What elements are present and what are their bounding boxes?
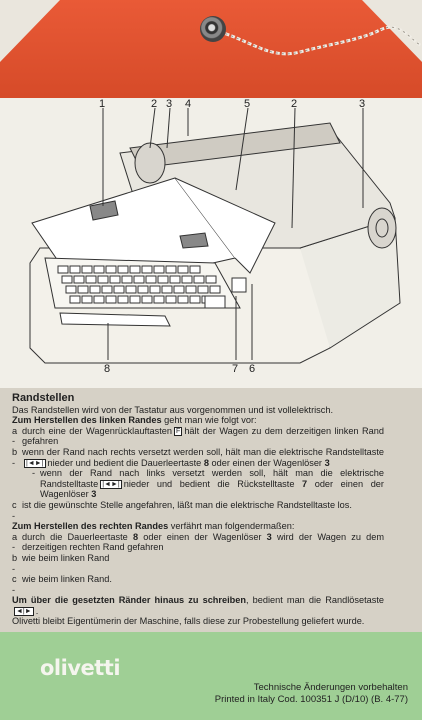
callout-1: 1 [99,98,106,110]
callout-6: 6 [249,363,256,375]
return-key-icon: F [176,427,181,435]
intro-text: Das Randstellen wird von der Tastatur aus vorgenommen und ist vollelektrisch. [12,404,334,415]
callout-2: 2 [151,98,158,110]
print-note: Technische Änderungen vorbehalten Printed in Italy Cod. 100351 J (D/10) (B. 4-77) [214,682,408,705]
callout-4: 4 [185,98,192,110]
typewriter-drawing [0,98,422,388]
margin-set-key-icon: |◄►| [102,480,120,488]
instructions [12,393,384,627]
release-note: Um über die gesetzten Ränder hinaus zu schreiben, bedient man die Randlösetaste◄|► . [12,595,384,616]
callout-3: 3 [166,98,173,110]
step-a: a - durch eine der Wagenrücklauftasten F hält der Wagen zu dem derzeitigen linken Rand gefahren [12,425,384,447]
left-margin-heading: Zum Herstellen des linken Randes geht man wie folgt vor: [12,415,257,426]
right-step-c: c - wie beim linken Rand. [12,574,112,595]
callout-8: 8 [104,363,111,375]
step-b-sub: - wenn der Rand nach links versetzt werden soll, hält man die elektrische Randstelltaste |◄►| nieder und bedient die Rückstelltaste 7 oder einen der Wagenlöser 3 [32,468,384,500]
typewriter-illustration [0,98,422,388]
callout-2b: 2 [291,98,298,110]
right-step-b: b - wie beim linken Rand [12,552,110,574]
margin-release-key-icon: ◄|► [16,607,32,615]
tag-string [0,0,422,98]
olivetti-logo: olivetti [40,656,121,680]
ownership-note: Olivetti bleibt Eigentümerin der Maschine, falls diese zur Probestellung geliefert wurde. [12,616,365,627]
margin-set-key-icon: |◄►| [26,459,44,467]
step-c: c - ist die gewünschte Stelle angefahren, läßt man die elektrische Randstelltaste los. [12,499,352,521]
callout-7: 7 [232,363,239,375]
step-b: b - wenn der Rand nach rechts versetzt werden soll, hält man die elektrische Randstelltaste|◄►| nieder und bedient die Dauerleertaste 8 oder einen der Wagenlöser 3 [12,446,384,468]
callout-3b: 3 [359,98,366,110]
section-title: Randstellen [12,392,75,404]
right-margin-heading: Zum Herstellen des rechten Randes verfährt man folgendermaßen: [12,521,295,532]
eyelet-grommet [200,16,226,42]
right-step-a: a - durch die Dauerleertaste 8 oder einen der Wagenlöser 3 wird der Wagen zu dem derzeitigen rechten Rand gefahren [12,531,384,553]
callout-5: 5 [244,98,251,110]
